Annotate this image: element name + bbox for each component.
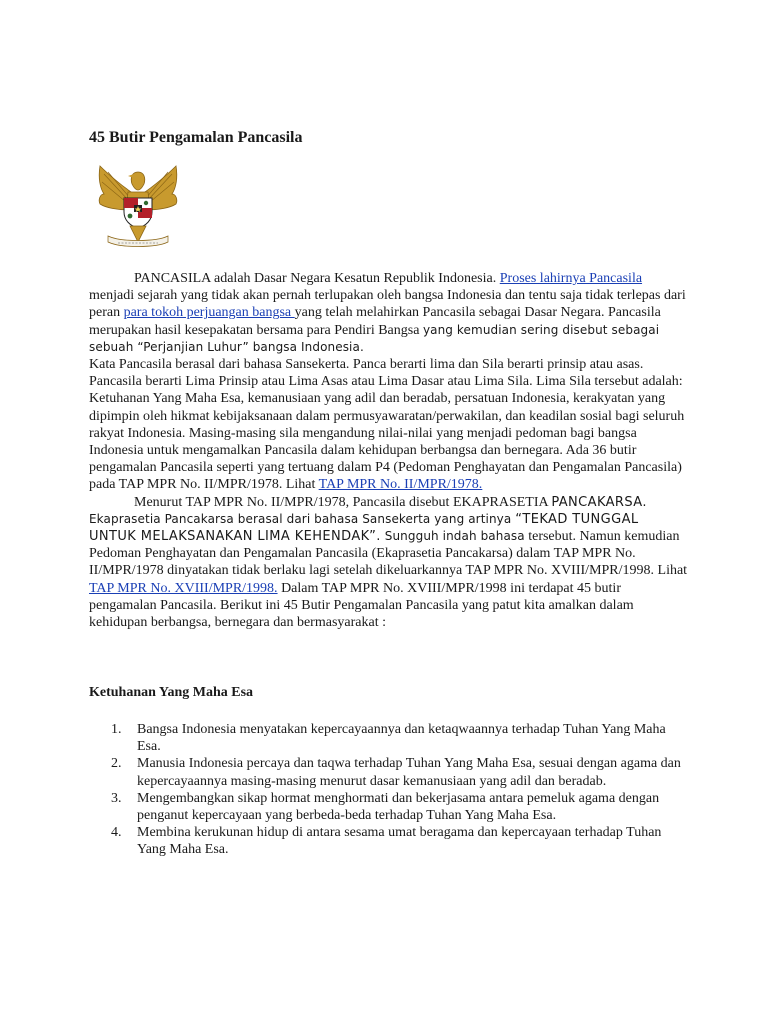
list-item-number: 2.	[111, 756, 122, 772]
link-tap-mpr-xviii-1998[interactable]: TAP MPR No. XVIII/MPR/1998.	[89, 580, 278, 596]
text-run: yang telah melahirkan Pancasila sebagai Dasar Negara. Pancasila merupakan hasil kesepakatan bersama para Pendiri Bangsa	[89, 305, 661, 338]
text-run: PANCASILA adalah Dasar Negara Kesatun Republik Indonesia.	[134, 271, 500, 286]
list-item-number: 4.	[111, 825, 122, 841]
text-run: PANCAKARSA.	[551, 494, 647, 510]
garuda-pancasila-emblem-icon	[94, 164, 182, 250]
list-item	[89, 755, 689, 789]
list-item	[89, 721, 689, 755]
paragraph-kata-pancasila	[89, 356, 689, 494]
butir-list	[89, 721, 689, 859]
text-run: “TEKAD TUNGGAL UNTUK MELAKSANAKAN LIMA KEHENDAK”.	[89, 511, 639, 545]
link-para-tokoh-perjuangan[interactable]: para tokoh perjuangan bangsa	[123, 305, 295, 321]
list-item-text: Bangsa Indonesia menyatakan kepercayaannya dan ketaqwaannya terhadap Tuhan Yang Maha Esa.	[137, 722, 666, 755]
text-run: Menurut TAP MPR No. II/MPR/1978, Pancasila disebut EKAPRASETIA	[134, 494, 552, 510]
section-heading-ketuhanan: Ketuhanan Yang Maha Esa	[89, 685, 254, 700]
list-item-text: Mengembangkan sikap hormat menghormati dan bekerjasama antara pemeluk agama dengan penganut kepercayaan yang berbeda-beda terhadap Tuhan Yang Maha Esa.	[137, 790, 660, 824]
list-item	[89, 790, 689, 824]
list-item-number: 3.	[111, 790, 122, 806]
list-item-text: Membina kerukunan hidup di antara sesama umat beragama dan kepercayaan terhadap Tuhan Yang Maha Esa.	[137, 825, 662, 858]
text-run: Sungguh indah bahasa	[380, 529, 525, 544]
document-body	[89, 270, 689, 631]
text-run: Dalam TAP MPR No. XVIII/MPR/1998 ini terdapat 45 butir pengamalan Pancasila. Berikut ini 45 Butir Pengamalan Pancasila yang patut kita amalkan dalam kehidupan berbangsa, bernegara dan bermasyarakat :	[89, 580, 634, 631]
list-item-text: Manusia Indonesia percaya dan taqwa terhadap Tuhan Yang Maha Esa, sesuai dengan agama dan kepercayaannya masing-masing menurut dasar kemanusiaan yang adil dan beradab.	[137, 756, 681, 789]
link-proses-lahirnya-pancasila[interactable]: Proses lahirnya Pancasila	[499, 271, 643, 286]
link-tap-mpr-ii-1978[interactable]: TAP MPR No. II/MPR/1978.	[318, 477, 483, 493]
paragraph-intro	[89, 270, 689, 356]
list-item-number: 1.	[111, 722, 122, 737]
text-run: Ekaprasetia Pancakarsa berasal dari bahasa Sansekerta yang artinya	[89, 511, 516, 526]
document-title: 45 Butir Pengamalan Pancasila	[89, 129, 303, 146]
text-run: menjadi sejarah yang tidak akan pernah terlupakan oleh bangsa Indonesia dan tentu saja tidak terlepas dari peran	[89, 288, 686, 321]
text-run: yang kemudian sering disebut sebagai sebuah “Perjanjian Luhur” bangsa Indonesia.	[89, 322, 660, 354]
list-item	[89, 824, 689, 858]
text-run: tersebut. Namun kemudian Pedoman Penghayatan dan Pengamalan Pancasila (Ekaprasetia Pancakarsa) dalam TAP MPR No. II/MPR/1978 dinyatakan tidak berlaku lagi setelah dikeluarkannya TAP MPR No. XVIII/MPR/1998. Lihat	[89, 529, 688, 579]
text-run: Kata Pancasila berasal dari bahasa Sansekerta. Panca berarti lima dan Sila berarti prinsip atau asas. Pancasila berarti Lima Prinsip atau Lima Asas atau Lima Dasar atau Lima Sila. Lima Sila tersebut adalah: Ketuhanan Yang Maha Esa, kemanusiaan yang adil dan beradab, persatuan Indonesia, kerakyatan yang dipimpin oleh hikmat kebijaksanaan dalam permusyawaratan/perwakilan, dan keadilan sosial bagi seluruh rakyat Indonesia. Masing-masing sila mengandung nilai-nilai yang menjadi pedoman bagi bangsa Indonesia untuk mengamalkan Pancasila dalam kehidupan berbangsa dan bernegara. Ada 36 butir pengamalan Pancasila seperti yang tertuang dalam P4 (Pedoman Penghayatan dan Pengamalan Pancasila) pada TAP MPR No. II/MPR/1978. Lihat	[89, 357, 685, 493]
paragraph-ekaprasetia	[89, 494, 689, 632]
